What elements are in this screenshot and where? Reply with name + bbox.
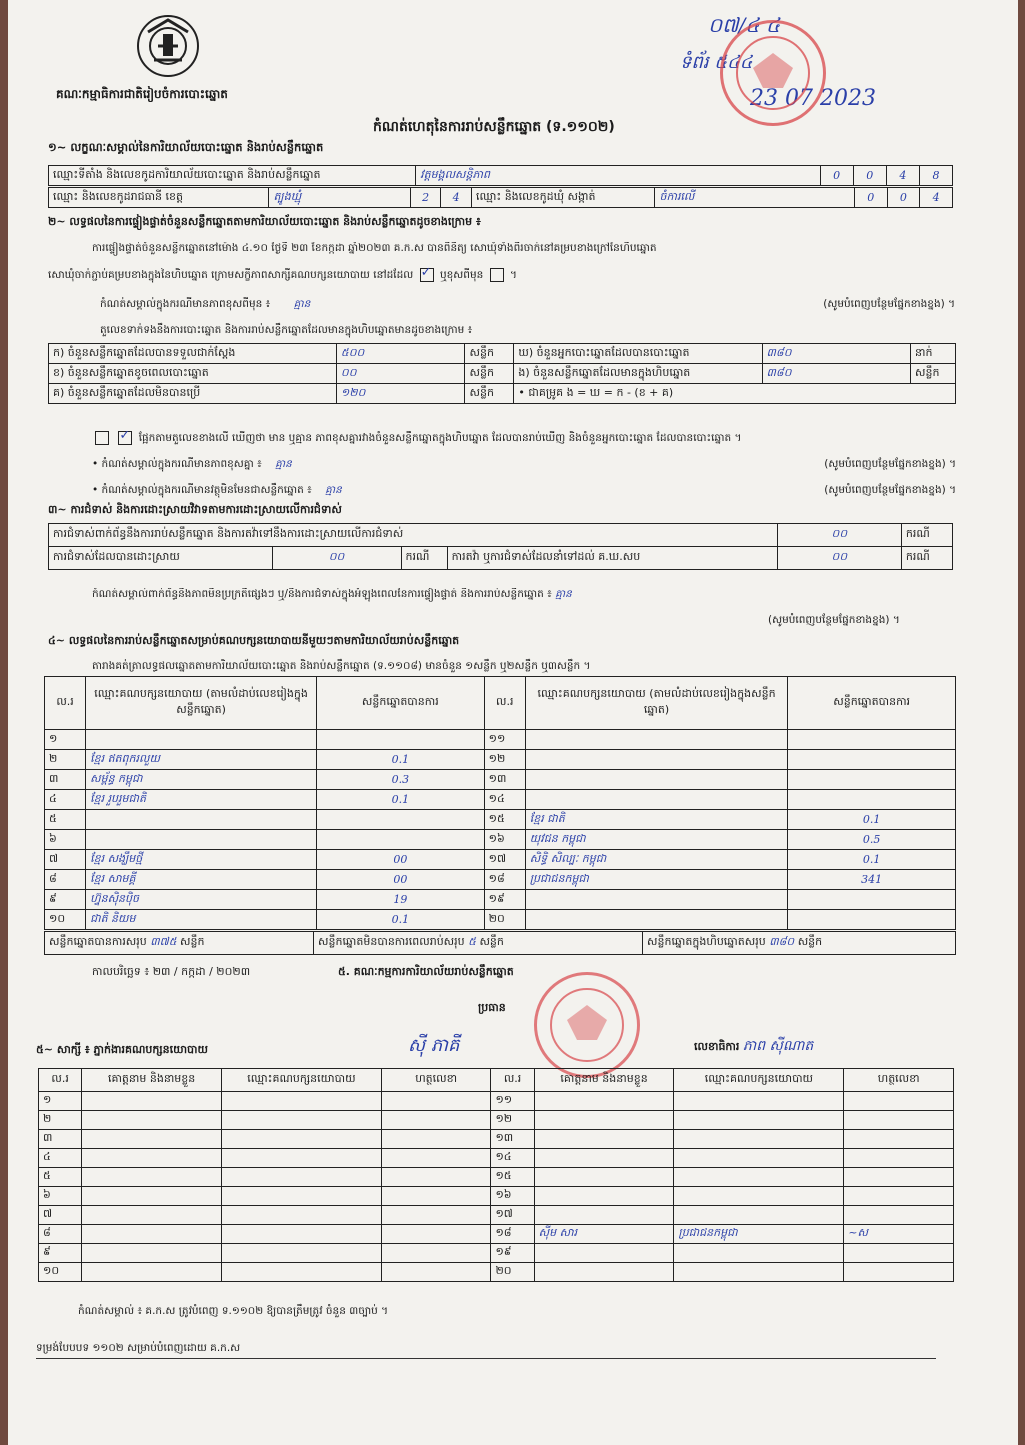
witness-row (39, 1263, 954, 1282)
fig-b-label: ខ) ចំនួនសន្លឹកឆ្នោតខូចពេលបោះឆ្នោត (49, 364, 337, 384)
witness-row (39, 1225, 954, 1244)
witness-no: ១២ (491, 1111, 534, 1130)
emblem-icon (134, 12, 202, 80)
witness-no: ១៣ (491, 1130, 534, 1149)
witness-party (221, 1206, 381, 1225)
result-votes: 0.5 (788, 830, 956, 850)
witness-no: ៨ (39, 1225, 82, 1244)
witness-no: ៦ (39, 1187, 82, 1206)
result-votes: 19 (317, 890, 485, 910)
result-no: ១០ (45, 910, 86, 930)
station-label: ឈ្មោះទីតាំង និងលេខកូដការិយាល័យបោះឆ្នោត និងរាប់សន្លឹកឆ្នោត (49, 166, 416, 186)
witness-party (674, 1168, 844, 1187)
witness-sign (381, 1092, 491, 1111)
results-row (45, 750, 956, 770)
result-votes: 0.3 (317, 770, 485, 790)
appeal-value: ០០ (777, 547, 901, 570)
witness-party (221, 1225, 381, 1244)
station-code-digit: 8 (919, 166, 952, 186)
witness-sign (381, 1149, 491, 1168)
handwritten-ref-1: ០៧/៤ ៤ (708, 13, 780, 37)
witness-party (674, 1092, 844, 1111)
witness-sign (381, 1263, 491, 1282)
fig-d-value: ៣៨០ (762, 344, 910, 364)
difference-line (92, 431, 962, 447)
result-votes (788, 730, 956, 750)
witness-no: ១៨ (491, 1225, 534, 1244)
witness-name (534, 1111, 674, 1130)
totals-table (44, 931, 956, 955)
witness-row (39, 1206, 954, 1225)
witness-body (39, 1092, 954, 1282)
result-votes (788, 750, 956, 770)
witness-row (39, 1092, 954, 1111)
complaints-row1-label: ការជំទាស់ពាក់ព័ន្ធនឹងការរាប់សន្លឹកឆ្នោត និងការតវ៉ាទៅនឹងការដោះស្រាយលើការជំទាស់ (49, 524, 778, 547)
witness-name (534, 1263, 674, 1282)
witness-sign (844, 1111, 954, 1130)
witness-no: ៤ (39, 1149, 82, 1168)
resolved-value: ០០ (272, 547, 401, 570)
result-party (525, 730, 788, 750)
witness-name (82, 1244, 222, 1263)
total-invalid-label: សន្លឹកឆ្នោតមិនបានការពេលរាប់សរុប (318, 935, 465, 948)
committee-name: គណៈកម្មាធិការជាតិរៀបចំការបោះឆ្នោត (56, 87, 228, 101)
witness-name (534, 1149, 674, 1168)
witness-sign (381, 1187, 491, 1206)
witness-row (39, 1130, 954, 1149)
results-row (45, 910, 956, 930)
result-votes: 341 (788, 870, 956, 890)
result-party: ជាតិ និយម (86, 910, 317, 930)
results-row (45, 850, 956, 870)
result-party (525, 790, 788, 810)
section5-heading: ៥~ សាក្សី ៖ ភ្នាក់ងារគណបក្សនយោបាយ (36, 1043, 209, 1056)
bullet2-value: គ្មាន (325, 484, 342, 496)
has-diff-checkbox[interactable] (95, 431, 109, 445)
station-name: វត្តមង្គលសន្តិភាព (416, 166, 821, 186)
col-party: ឈ្មោះគណបក្សនយោបាយ (តាមលំដាប់លេខរៀងក្នុងសន្លឹកឆ្នោត) (86, 677, 317, 730)
results-row (45, 830, 956, 850)
witness-row (39, 1111, 954, 1130)
result-votes (788, 910, 956, 930)
col-no: ល.រ (45, 677, 86, 730)
result-no: ១៩ (484, 890, 525, 910)
province-name: ត្បូងឃ្មុំ (269, 188, 410, 208)
w-col-name-2: គោត្តនាម និងនាមខ្លួន (534, 1069, 674, 1092)
witness-sign (844, 1187, 954, 1206)
province-digit: 4 (441, 188, 472, 208)
section3-note-line (92, 588, 962, 603)
result-party (525, 910, 788, 930)
witness-name (534, 1168, 674, 1187)
complaints-row1-unit: ករណី (901, 524, 952, 547)
witness-sign (844, 1092, 954, 1111)
fig-d-label: ឃ) ចំនួនអ្នកបោះឆ្នោតដែលបានបោះឆ្នោត (514, 344, 762, 364)
result-votes: 0.1 (317, 750, 485, 770)
witness-no: ៧ (39, 1206, 82, 1225)
witness-sign (381, 1168, 491, 1187)
result-votes: 0.1 (317, 910, 485, 930)
witness-name (534, 1244, 674, 1263)
handwritten-date: 23 07 2023 (750, 86, 876, 111)
result-no: ៧ (45, 850, 86, 870)
result-no: ១១ (484, 730, 525, 750)
results-table (44, 676, 956, 930)
witness-party (674, 1263, 844, 1282)
bottom-rule (36, 1358, 936, 1359)
witness-name (82, 1149, 222, 1168)
section3-heading: ៣~ ការជំទាស់ និងការដោះស្រាយវិវាទតាមការដោះស្រាយលើការជំទាស់ (48, 503, 342, 516)
bullet1-label: • កំណត់សម្គាល់ក្នុងករណីមានភាពខុសគ្នា ៖ (92, 458, 262, 470)
result-no: ១៦ (484, 830, 525, 850)
witness-party (221, 1149, 381, 1168)
result-votes (317, 730, 485, 750)
result-votes: 0.1 (317, 790, 485, 810)
result-party: ខ្មែរ ឥតពុករលួយ (86, 750, 317, 770)
result-party (525, 750, 788, 770)
witness-name (82, 1225, 222, 1244)
changed-label: ឬខុសពីមុន (439, 269, 484, 281)
resolved-unit: ករណី (401, 547, 447, 570)
committee-line: ៥. គណៈកម្មការការិយាល័យរាប់សន្លឹកឆ្នោត (338, 965, 514, 978)
complaints-row1-value: ០០ (777, 524, 901, 547)
section2-heading: ២~ លទ្ធផលនៃការផ្ទៀងផ្ទាត់ចំនួនសន្លឹកឆ្នោតតាមការិយាល័យបោះឆ្នោត និងរាប់សន្លឹកឆ្នោតដូចខាងក្រោម ៖ (48, 215, 481, 228)
witness-name (534, 1092, 674, 1111)
changed-checkbox[interactable] (490, 268, 504, 282)
witness-sign (381, 1111, 491, 1130)
fig-d-unit: នាក់ (911, 344, 956, 364)
witness-party (674, 1206, 844, 1225)
commune-digit: 0 (854, 188, 887, 208)
province-digit: 2 (410, 188, 441, 208)
witness-party (221, 1244, 381, 1263)
section3-note-label: កំណត់សម្គាល់ពាក់ព័ន្ធនឹងភាពមិនប្រក្រតីផ្សេងៗ ឬ/និងការជំទាស់ក្នុងអំឡុងពេលនៃការផ្ទៀងផ្ទាត់ និងការរាប់សន្លឹកឆ្នោត ៖ (92, 588, 552, 600)
witness-party (221, 1130, 381, 1149)
witness-party (674, 1111, 844, 1130)
change-note-line (100, 298, 955, 313)
result-party: ហ្វ៊ុនស៊ិនប៉ិច (86, 890, 317, 910)
result-party (525, 770, 788, 790)
result-votes (788, 770, 956, 790)
result-no: ១២ (484, 750, 525, 770)
witness-party (674, 1130, 844, 1149)
result-party (86, 830, 317, 850)
result-party: ខ្មែរ សាមគ្គី (86, 870, 317, 890)
total-box-cell (643, 932, 956, 955)
witness-sign (844, 1149, 954, 1168)
result-party (86, 810, 317, 830)
result-votes: 00 (317, 850, 485, 870)
witness-party: ប្រជាជនកម្ពុជា (674, 1225, 844, 1244)
witness-name (82, 1206, 222, 1225)
result-no: ៥ (45, 810, 86, 830)
col-party-2: ឈ្មោះគណបក្សនយោបាយ (តាមលំដាប់លេខរៀងក្នុងសន្លឹកឆ្នោត) (525, 677, 788, 730)
fig-a-value: ៥០០ (336, 344, 465, 364)
formula: • ជាគម្រូគ ង = ឃ = ក - (ខ + គ) (514, 384, 956, 404)
result-no: ១៥ (484, 810, 525, 830)
station-code-digit: 0 (820, 166, 853, 186)
witness-name (82, 1168, 222, 1187)
appeal-label: ការតវ៉ា ឬការជំទាស់ដែលនាំទៅដល់ គ.ឃ.សប (447, 547, 777, 570)
total-invalid-value: ៥ (468, 935, 476, 948)
total-box-label: សន្លឹកឆ្នោតក្នុងហិបឆ្នោតសរុប (647, 935, 766, 948)
total-box-unit: សន្លឹក (797, 935, 823, 948)
station-code-digit: 4 (886, 166, 919, 186)
witness-no: ១០ (39, 1263, 82, 1282)
result-party (86, 730, 317, 750)
witness-no: ១ (39, 1092, 82, 1111)
section3-fill-hint: (សូមបំពេញបន្ថែមផ្នែកខាងខ្នង) ។ (768, 614, 900, 626)
witness-no: ១៧ (491, 1206, 534, 1225)
witness-sign (844, 1130, 954, 1149)
witness-party (674, 1244, 844, 1263)
change-note-label: កំណត់សម្គាល់ក្នុងករណីមានភាពខុសពីមុន ៖ (100, 298, 271, 310)
witness-name (82, 1187, 222, 1206)
witness-no: ៥ (39, 1168, 82, 1187)
secretary-signature: ភាព ស៊ីណាត (742, 1038, 814, 1054)
bullet2-line (92, 484, 956, 499)
figures-intro: តួលេខទាក់ទងនឹងការបោះឆ្នោត និងការរាប់សន្លឹកឆ្នោតដែលមានក្នុងហិបឆ្នោតមានដូចខាងក្រោម ៖ (100, 324, 473, 336)
witness-row (39, 1187, 954, 1206)
fill-hint-3: (សូមបំពេញបន្ថែមផ្នែកខាងខ្នង) ។ (824, 484, 956, 496)
bullet1-value: គ្មាន (275, 458, 292, 470)
appeal-unit: ករណី (901, 547, 952, 570)
fig-c-unit: សន្លឹក (465, 384, 514, 404)
result-party: សិទ្ធិ សិល្បៈ កម្ពុជា (525, 850, 788, 870)
witness-table (38, 1068, 954, 1282)
result-votes (788, 790, 956, 810)
total-valid-label: សន្លឹកឆ្នោតបានការសរុប (49, 935, 147, 948)
witness-sign (844, 1244, 954, 1263)
witness-row (39, 1168, 954, 1187)
section3-note-value: គ្មាន (555, 588, 572, 600)
fig-e-unit: សន្លឹក (911, 364, 956, 384)
fill-hint: (សូមបំពេញបន្ថែមផ្នែកខាងខ្នង) ។ (823, 298, 955, 310)
fig-c-value: ១២០ (336, 384, 465, 404)
witness-name (534, 1206, 674, 1225)
total-invalid-cell (314, 932, 643, 955)
witness-no: ១១ (491, 1092, 534, 1111)
results-row (45, 870, 956, 890)
w-col-party-2: ឈ្មោះគណបក្សនយោបាយ (674, 1069, 844, 1092)
witness-party (221, 1168, 381, 1187)
bullet2-label: • កំណត់សម្គាល់ក្នុងករណីមានវត្ថុមិនមែនជាសន្លឹកឆ្នោត ៖ (92, 484, 312, 496)
section1-heading: ១~ លក្ខណៈសម្គាល់នៃការិយាល័យបោះឆ្នោត និងរាប់សន្លឹកឆ្នោត (48, 140, 324, 154)
result-party: ខ្មែរ រួបរួមជាតិ (86, 790, 317, 810)
witness-sign (381, 1130, 491, 1149)
witness-sign (381, 1206, 491, 1225)
no-diff-checkbox[interactable] (118, 431, 132, 445)
w-col-no-2: ល.រ (491, 1069, 534, 1092)
witness-party (674, 1187, 844, 1206)
witness-name: ស៊ីម សារ (534, 1225, 674, 1244)
fill-hint-2: (សូមបំពេញបន្ថែមផ្នែកខាងខ្នង) ។ (824, 458, 956, 470)
footnote: កំណត់សម្គាល់ ៖ គ.ក.ស ត្រូវបំពេញ ទ.១១០២ ឱ្យបានត្រឹមត្រូវ ចំនួន ៣ច្បាប់ ។ (78, 1305, 389, 1317)
witness-party (674, 1149, 844, 1168)
witness-name (82, 1130, 222, 1149)
commune-digit: 0 (887, 188, 920, 208)
result-party: យុវជន កម្ពុជា (525, 830, 788, 850)
section1-table-row2 (48, 187, 953, 208)
fig-e-label: ង) ចំនួនសន្លឹកឆ្នោតដែលមានក្នុងហិបឆ្នោត (514, 364, 762, 384)
fig-e-value: ៣៨០ (762, 364, 910, 384)
result-votes: 0.1 (788, 850, 956, 870)
witness-name (534, 1187, 674, 1206)
witness-sign (844, 1168, 954, 1187)
change-note-value: គ្មាន (293, 298, 311, 310)
official-stamp (720, 20, 826, 126)
w-col-sign-2: ហត្ថលេខា (844, 1069, 954, 1092)
result-no: ១៣ (484, 770, 525, 790)
witness-row (39, 1244, 954, 1263)
total-box-value: ៣៨០ (769, 935, 795, 948)
col-votes-2: សន្លឹកឆ្នោតបានការ (788, 677, 956, 730)
witness-party (221, 1092, 381, 1111)
section4-heading: ៤~ លទ្ធផលនៃការរាប់សន្លឹកឆ្នោតសម្រាប់គណបក្សនយោបាយនីមួយៗតាមការិយាល័យរាប់សន្លឹកឆ្នោត (48, 634, 460, 647)
results-row (45, 890, 956, 910)
committee-stamp (534, 972, 640, 1078)
total-valid-unit: សន្លឹក (179, 935, 205, 948)
witness-no: ២០ (491, 1263, 534, 1282)
chair-signature: ស៊ី ភាគី (408, 1035, 460, 1056)
section2-para1: ការផ្ទៀងផ្ទាត់ចំនួនសន្លឹកឆ្នោតនៅម៉ោង ៤.១០ ថ្ងៃទី ២៣ ខែកក្កដា ឆ្នាំ២០២៣ គ.ក.ស បានពិនិត្យ សោឃុំទាំងពីរចាក់នៅគម្របខាងក្រៅនៃហិបឆ្នោត (92, 242, 657, 254)
commune-label: ឈ្មោះ និងលេខកូដឃុំ សង្កាត់ (471, 188, 655, 208)
section1-table (48, 165, 953, 186)
witness-name (82, 1111, 222, 1130)
witness-sign (381, 1244, 491, 1263)
section4-intro: តារាងគត់ត្រាលទ្ធផលឆ្នោតតាមការិយាល័យបោះឆ្នោត និងរាប់សន្លឹកឆ្នោត (ទ.១១០៨) មានចំនួន ១សន្លឹក ឬ២សន្លឹក ឬ៣សន្លឹក ។ (92, 660, 591, 672)
station-code-digit: 0 (853, 166, 886, 186)
w-col-name: គោត្តនាម និងនាមខ្លួន (82, 1069, 222, 1092)
result-votes (317, 830, 485, 850)
bullet1-line (92, 458, 956, 473)
fig-b-unit: សន្លឹក (465, 364, 514, 384)
figures-table (48, 343, 956, 404)
bottom-note: ទម្រង់បែបបទ ១១០២ សម្រាប់បំពេញដោយ គ.ក.ស (36, 1342, 241, 1354)
result-no: ១៧ (484, 850, 525, 870)
fig-c-label: គ) ចំនួនសន្លឹកឆ្នោតដែលមិនបានប្រើ (49, 384, 337, 404)
witness-sign: ~ស (844, 1225, 954, 1244)
witness-sign (844, 1206, 954, 1225)
total-valid-cell (45, 932, 314, 955)
result-no: ១៤ (484, 790, 525, 810)
result-no: ៨ (45, 870, 86, 890)
witness-no: ១៦ (491, 1187, 534, 1206)
resolved-label: ការជំទាស់ដែលបានដោះស្រាយ (49, 547, 273, 570)
result-party: សម្ព័ន្ធ កម្ពុជា (86, 770, 317, 790)
results-row (45, 790, 956, 810)
result-no: ២០ (484, 910, 525, 930)
results-row (45, 810, 956, 830)
col-votes: សន្លឹកឆ្នោតបានការ (317, 677, 485, 730)
witness-name (82, 1263, 222, 1282)
witness-no: ៩ (39, 1244, 82, 1263)
complaints-table (48, 523, 953, 570)
witness-no: ៣ (39, 1130, 82, 1149)
witness-no: ១៤ (491, 1149, 534, 1168)
total-valid-value: ៣៧៥ (150, 935, 177, 948)
commune-digit: 4 (920, 188, 953, 208)
fig-a-unit: សន្លឹក (465, 344, 514, 364)
witness-name (82, 1092, 222, 1111)
form-page (8, 0, 1018, 1445)
chair-title: ប្រធាន (478, 1001, 506, 1014)
witness-no: ២ (39, 1111, 82, 1130)
section2-para2: សោឃុំចាក់ភ្ជាប់គម្របខាងក្នុងនៃហិបឆ្នោត ក្រោមសក្ខីភាពសាក្សីគណបក្សនយោបាយ នៅដដែល ✓ ឬខុសពីមុន ។ (48, 268, 517, 284)
result-party (525, 890, 788, 910)
witness-no: ១៩ (491, 1244, 534, 1263)
result-votes: 0.1 (788, 810, 956, 830)
witness-party (221, 1263, 381, 1282)
result-votes (317, 810, 485, 830)
secretary-title: លេខាធិការ (694, 1040, 740, 1053)
results-body (45, 730, 956, 930)
fig-b-value: ០០ (336, 364, 465, 384)
results-row (45, 730, 956, 750)
witness-party (221, 1111, 381, 1130)
result-party: ប្រជាជនកម្ពុជា (525, 870, 788, 890)
col-no-2: ល.រ (484, 677, 525, 730)
result-no: ១៨ (484, 870, 525, 890)
result-no: ៤ (45, 790, 86, 810)
w-col-no: ល.រ (39, 1069, 82, 1092)
commune-name: ចំការលើ (655, 188, 854, 208)
result-no: ២ (45, 750, 86, 770)
total-invalid-unit: សន្លឹក (479, 935, 504, 948)
w-col-sign: ហត្ថលេខា (381, 1069, 491, 1092)
result-no: ១ (45, 730, 86, 750)
witness-party (221, 1187, 381, 1206)
witness-name (534, 1130, 674, 1149)
result-votes: 00 (317, 870, 485, 890)
result-party: ខ្មែរ ជាតិ (525, 810, 788, 830)
witness-sign (381, 1225, 491, 1244)
result-votes (788, 890, 956, 910)
date-line: កាលបរិច្ឆេទ ៖ ២៣ / កក្កដា / ២០២៣ (92, 965, 251, 978)
same-checkbox[interactable] (420, 268, 434, 282)
section2-para2-text: សោឃុំចាក់ភ្ជាប់គម្របខាងក្នុងនៃហិបឆ្នោត ក្រោមសក្ខីភាពសាក្សីគណបក្សនយោបាយ នៅដដែល (48, 269, 414, 281)
result-no: ៩ (45, 890, 86, 910)
handwritten-ref-2: ទំព័រ ៥៤៤ (680, 52, 753, 73)
witness-row (39, 1149, 954, 1168)
results-row (45, 770, 956, 790)
witness-no: ១៥ (491, 1168, 534, 1187)
result-party: ខ្មែរ សង្ឃឹមថ្មី (86, 850, 317, 870)
difference-text: ផ្អែកតាមតួលេខខាងលើ ឃើញថា មាន ឬគ្មាន ភាពខុសគ្នារវាងចំនួនសន្លឹកឆ្នោតក្នុងហិបឆ្នោត ដែលបានរាប់ឃើញ និងចំនួនអ្នកបោះឆ្នោត ដែលបានបោះឆ្នោត ។ (138, 432, 742, 444)
form-title: កំណត់ហេតុនៃការរាប់សន្លឹកឆ្នោត (ទ.១១០២) (373, 119, 615, 135)
witness-sign (844, 1263, 954, 1282)
fig-a-label: ក) ចំនួនសន្លឹកឆ្នោតដែលបានទទួលជាក់ស្តែង (49, 344, 337, 364)
result-no: ៦ (45, 830, 86, 850)
secretary-line (694, 1036, 813, 1057)
province-label: ឈ្មោះ និងលេខកូដរាជធានី ខេត្ត (49, 188, 269, 208)
result-no: ៣ (45, 770, 86, 790)
w-col-party: ឈ្មោះគណបក្សនយោបាយ (221, 1069, 381, 1092)
